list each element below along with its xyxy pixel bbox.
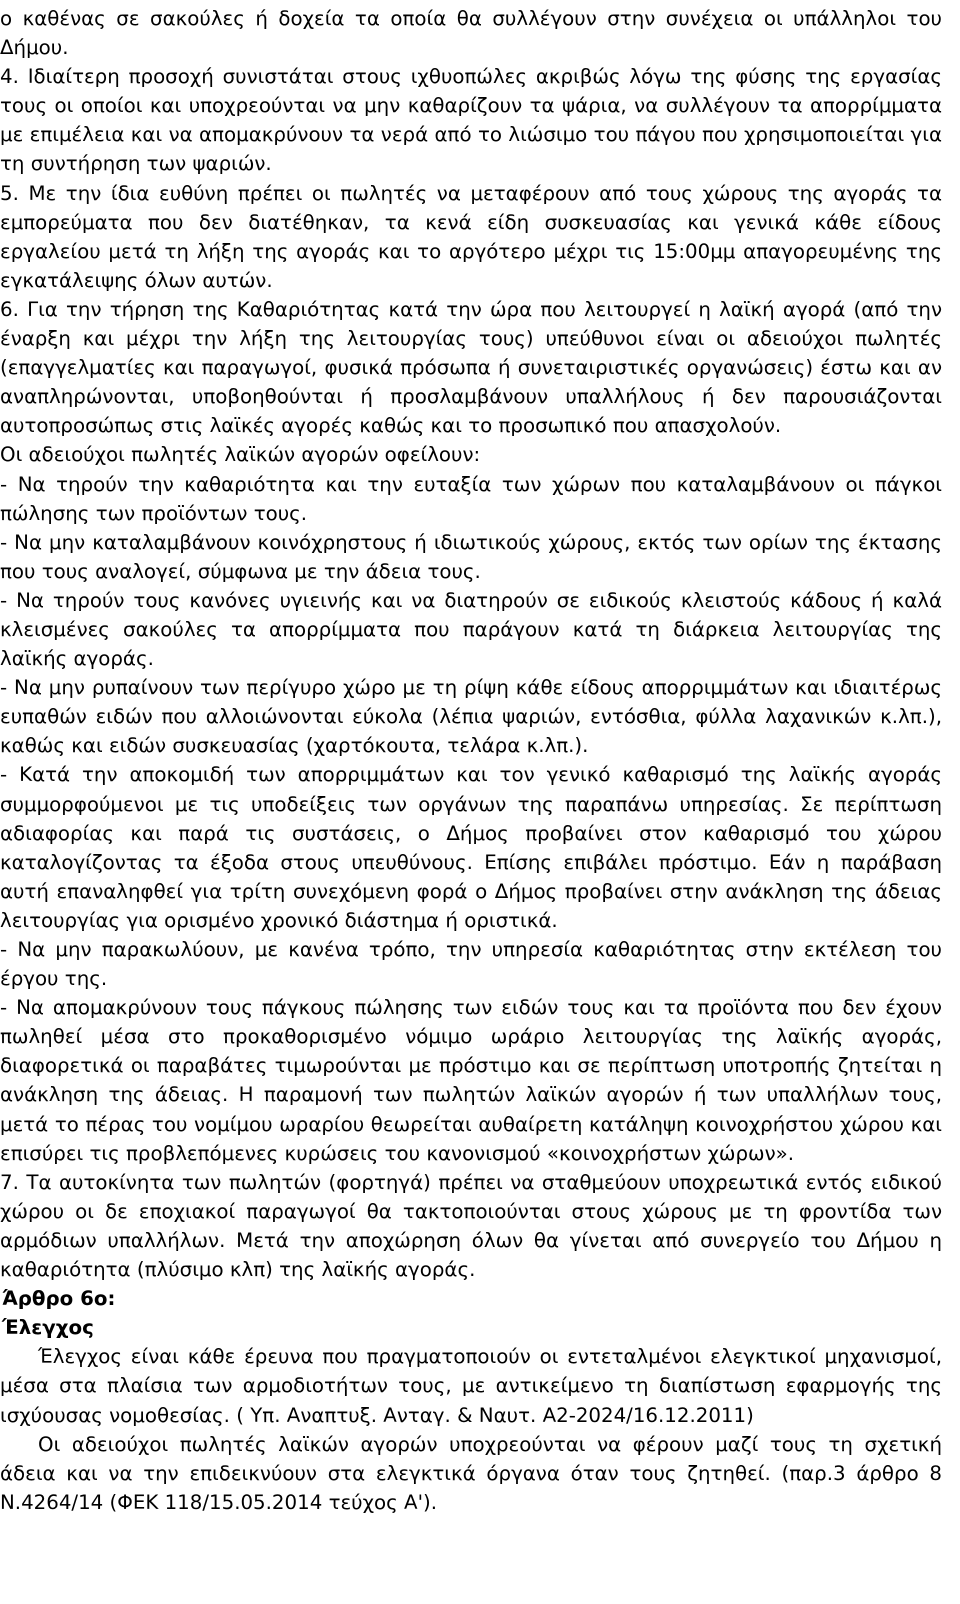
obligation-no-occupation: - Να μην καταλαμβάνουν κοινόχρηστους ή ιδιωτικούς χώρους, εκτός των ορίων της έκτασης που τους αναλογεί, σύμφωνα με την άδεια τους. xyxy=(0,530,942,583)
paragraph-continuation: ο καθένας σε σακούλες ή δοχεία τα οποία θα συλλέγουν στην συνέχεια οι υπάλληλοι του Δήμου. xyxy=(0,7,942,60)
paragraph-item-5: 5. Με την ίδια ευθύνη πρέπει οι πωλητές να μεταφέρουν από τους χώρους της αγοράς τα εμπορεύματα που δεν διατέθηκαν, τα κενά είδη συσκευασίας και γενικά κάθε είδους εργαλείου μετά τη λήξη της αγοράς και το αργότερο μέχρι τις 15:00μμ απαγορευμένης της εγκατάλειψης όλων αυτών. xyxy=(0,181,942,292)
obligation-hygiene: - Να τηρούν τους κανόνες υγιεινής και να διατηρούν σε ειδικούς κλειστούς κάδους ή καλά κλεισμένες σακούλες τα απορρίμματα που παράγουν κατά τη διάρκεια λειτουργίας της λαϊκής αγοράς. xyxy=(0,588,942,671)
obligation-cleanliness: - Να τηρούν την καθαριότητα και την ευταξία των χώρων που καταλαμβάνουν οι πάγκοι πώλησης των προϊόντων τους. xyxy=(0,472,942,525)
obligation-no-obstruction: - Να μην παρακωλύουν, με κανένα τρόπο, την υπηρεσία καθαριότητας στην εκτέλεση του έργου της. xyxy=(0,938,942,991)
paragraph-item-6: 6. Για την τήρηση της Καθαριότητας κατά την ώρα που λειτουργεί η λαϊκή αγορά (από την έναρξη και μέχρι την λήξη της λειτουργίας τους) υπεύθυνοι είναι οι αδειούχοι πωλητές (επαγγελματίες και παραγωγοί, φυσικά πρόσωπα ή συνεταιριστικές οργανώσεις) έστω και αν αναπληρώνονται, υποβοηθούνται ή προσλαμβάνουν υπαλλήλους ή δεν παρουσιάζονται αυτοπροσώπως στις λαϊκές αγορές καθώς και το προσωπικό που απασχολούν. xyxy=(0,297,942,438)
paragraph-item-7: 7. Τα αυτοκίνητα των πωλητών (φορτηγά) πρέπει να σταθμεύουν υποχρεωτικά εντός ειδικού χώρου οι δε εποχιακοί παραγωγοί θα τακτοποιούνται στους χώρους με τη φροντίδα των αρμόδιων υπαλλήλων. Μετά την αποχώρηση όλων θα γίνεται από συνεργείο του Δήμου η καθαριότητα (πλύσιμο κλπ) της λαϊκής αγοράς. xyxy=(0,1170,942,1282)
obligation-remove-stalls: - Να απομακρύνουν τους πάγκους πώλησης των ειδών τους και τα προϊόντα που δεν έχουν πωληθεί μέσα στο προκαθορισμένο νόμιμο ωράριο λειτουργίας της λαϊκής αγοράς, διαφορετικά οι παραβάτες τιμωρούνται με πρόστιμο και σε περίπτωση υποτροπής ζητείται η ανάκληση της άδειας. Η παραμονή των πωλητών λαϊκών αγορών ή των υπαλλήλων τους, μετά το πέρας του νομίμου ωραρίου θεωρείται αυθαίρετη κατάληψη κοινοχρήστου χώρου και επισύρει τις προβλεπόμενες κυρώσεις του κανονισμού «κοινοχρήστων χώρων». xyxy=(0,996,942,1165)
obligation-no-pollution: - Να μην ρυπαίνουν των περίγυρο χώρο με τη ρίψη κάθε είδους απορριμμάτων και ιδιαιτέρως ευπαθών ειδών που αλλοιώνονται εύκολα (λέπια ψαριών, εντόσθια, φύλλα λαχανικών κ.λπ.), καθώς και ειδών συσκευασίας (χαρτόκουτα, τελάρα κ.λπ.). xyxy=(0,676,942,758)
article-title-heading: Έλεγχος xyxy=(2,1316,94,1340)
article-number-heading: Άρθρο 6ο: xyxy=(2,1287,116,1311)
paragraph-license-display: Οι αδειούχοι πωλητές λαϊκών αγορών υποχρεούνται να φέρουν μαζί τους τη σχετική άδεια και να την επιδεικνύουν στα ελεγκτικά όργανα όταν τους ζητηθεί. (παρ.3 άρθρο 8 Ν.4264/14 (ΦΕΚ 118/15.05.2014 τεύχος Α'). xyxy=(0,1432,942,1514)
obligation-waste-collection: - Κατά την αποκομιδή των απορριμμάτων και τον γενικό καθαρισμό της λαϊκής αγοράς συμμορφούμενοι με τις υποδείξεις των οργάνων της παραπάνω υπηρεσίας. Σε περίπτωση αδιαφορίας και παρά τις συστάσεις, ο Δήμος προβαίνει στον καθαρισμό του χώρου καταλογίζοντας τα έξοδα στους υπευθύνους. Επίσης επιβάλει πρόστιμο. Εάν η παράβαση αυτή επαναληφθεί για τρίτη συνεχόμενη φορά ο Δήμος προβαίνει στην ανάκληση της άδειας λειτουργίας για ορισμένο χρονικό διάστημα ή οριστικά. xyxy=(0,763,942,932)
paragraph-obligations-intro: Οι αδειούχοι πωλητές λαϊκών αγορών οφείλουν: xyxy=(0,443,481,467)
paragraph-control-definition: Έλεγχος είναι κάθε έρευνα που πραγματοποιούν οι εντεταλμένοι ελεγκτικοί μηχανισμοί, μέσα στα πλαίσια των αρμοδιοτήτων τους, με αντικείμενο τη διαπίστωση εφαρμογής της ισχύουσας νομοθεσίας. ( Υπ. Αναπτυξ. Ανταγ. & Ναυτ. Α2-2024/16.12.2011) xyxy=(0,1345,942,1427)
paragraph-item-4: 4. Ιδιαίτερη προσοχή συνιστάται στους ιχθυοπώλες ακριβώς λόγω της φύσης της εργασίας τους οι οποίοι και υποχρεούνται να μην καθαρίζουν τα ψάρια, να συλλέγουν τα απορρίμματα με επιμέλεια και να απομακρύνουν τα νερά από το λιώσιμο του πάγου που χρησιμοποιείται για τη συντήρηση των ψαριών. xyxy=(0,65,942,176)
